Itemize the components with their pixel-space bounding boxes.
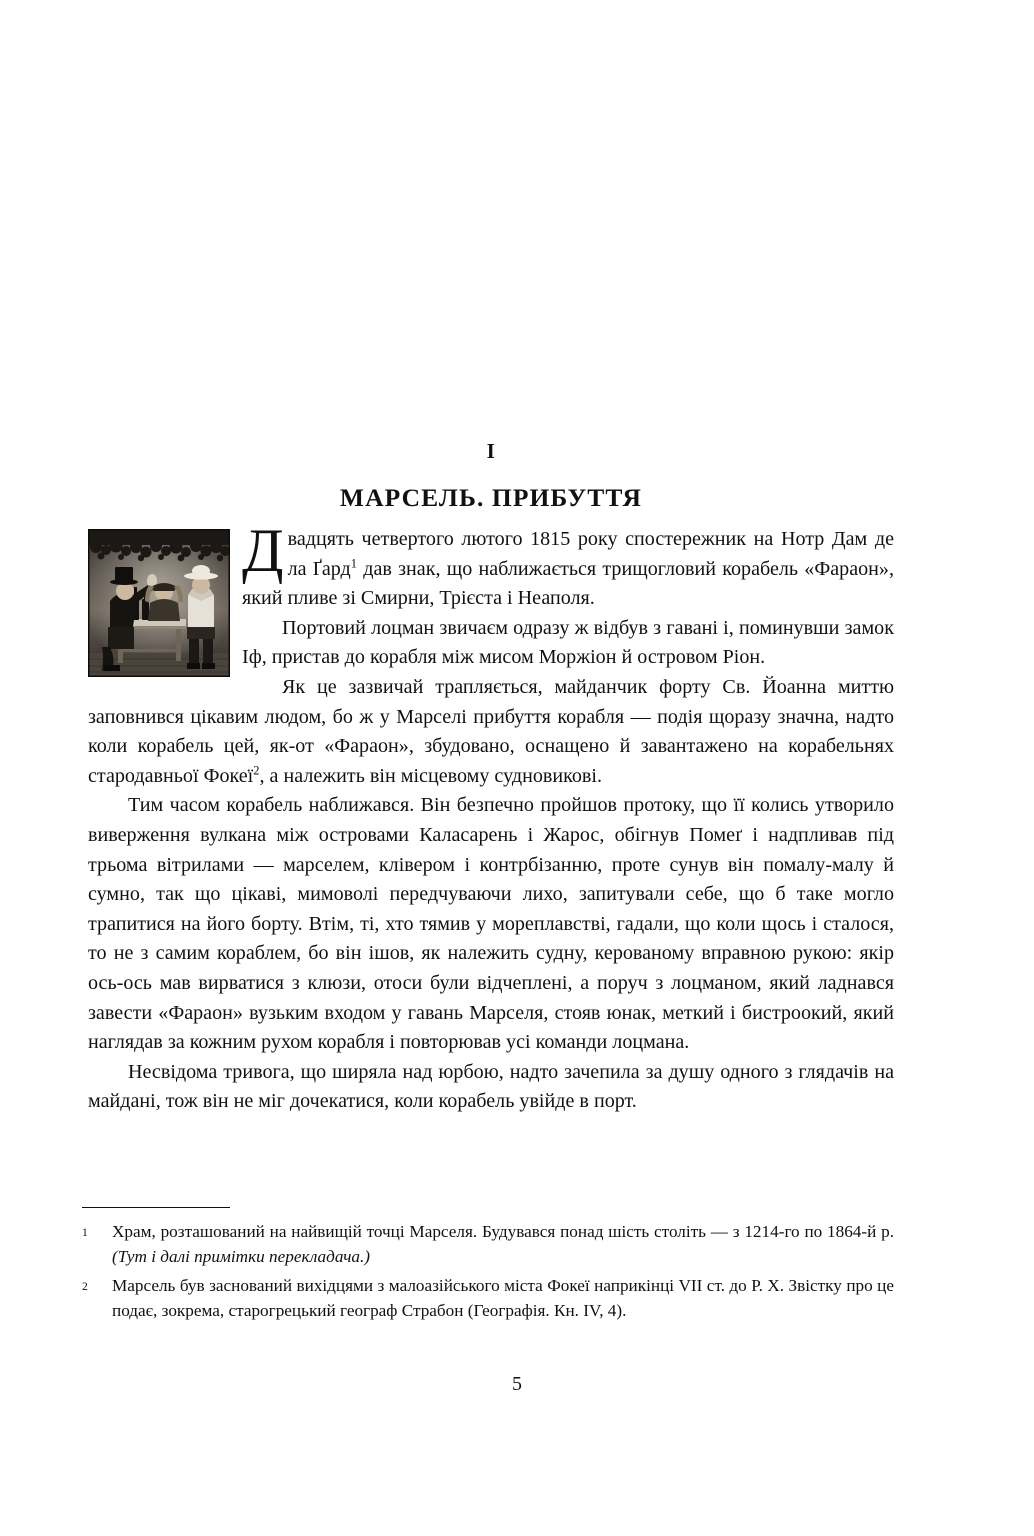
paragraph: Несвідома тривога, що ширяла над юрбою, надто зачепила за душу одного з глядачів на майдані, тож він не міг дочекатися, коли корабель увійде в порт. — [88, 1060, 894, 1113]
paragraph-text-cont: , а належить він місцевому судновикові. — [259, 764, 603, 787]
footnote-marker: 2 — [82, 1279, 88, 1293]
tavern-engraving-vignette-icon — [88, 529, 230, 677]
chapter-title: МАРСЕЛЬ. ПРИБУТТЯ — [339, 483, 643, 513]
body-text-block — [88, 518, 894, 1117]
paragraph: Портовий лоцман звичаєм одразу ж відбув з гавані і, поминувши замок Іф, пристав до корабля між мисом Моржіон й островом Ріон. — [242, 616, 894, 669]
footnote-text — [112, 1273, 894, 1324]
footnote-ref-1[interactable]: 1 — [350, 555, 358, 570]
footnote-text-plain: Храм, розташований на найвищій точці Марселя. Будувався понад шість століть — з 1214-го по 1864-й р. — [112, 1222, 894, 1241]
page-number: 5 — [512, 1373, 522, 1395]
footnote-item — [82, 1273, 894, 1324]
footnote-text-italic: (Тут і далі примітки перекладача.) — [112, 1247, 371, 1267]
footnote-marker: 1 — [82, 1226, 88, 1239]
footnote-text — [112, 1219, 894, 1270]
paragraph-text: Як це зазвичай трапляється, майданчик форту Св. Йоанна миттю заповнився цікавим людом, бо ж у Марселі прибуття корабля — подія щоразу значна, надто коли корабель цей, як-от «Фараон», збудовано, оснащено й завантажено на корабельнях стародавньої Фокеї — [88, 675, 894, 787]
paragraph — [88, 673, 894, 791]
chapter-heading — [88, 440, 894, 513]
footnote-item — [82, 1219, 894, 1270]
footnote-separator-rule — [82, 1207, 230, 1208]
footnotes-section — [82, 1207, 894, 1327]
drop-cap: Д — [242, 518, 284, 585]
paragraph-text: вадцять четвертого лютого 1815 року спостережник на Нотр Дам де ла Ґард — [287, 528, 894, 580]
footnote-text-plain: Марсель був заснований вихідцями з малоазійського міста Фокеї наприкінці VII ст. до Р. Х. Звістку про це подає, зокрема, старогрецький географ Страбон (Географія. Кн. IV, 4). — [112, 1275, 894, 1321]
paragraph-text-cont: дав знак, що наближається трищогловий корабель «Фараон», який пливе зі Смирни, Трієста і Неаполя. — [242, 557, 894, 610]
chapter-number: I — [486, 439, 496, 463]
footnote-ref-2[interactable]: 2 — [253, 763, 260, 778]
paragraph: Тим часом корабель наближався. Він безпечно пройшов протоку, що її колись утворило виверження вулкана між островами Каласарень і Жарос, обігнув Помеґ і надпливав під трьома вітрилами — марселем, клівером і контрбізанню, проте сунув він помалу-малу й сумно, так що цікаві, мимоволі передчуваючи лихо, запитували себе, що б таке могло трапитися на його борту. Втім, ті, хто тямив у мореплавстві, гадали, що коли щось і сталося, то не з самим кораблем, бо він ішов, як належить судну, керованому вправною рукою: якір ось-ось мав вирватися з клюзи, отоси були відчеплені, а поруч з лоцманом, який ладнався завести «Фараон» вузьким входом у гавань Марселя, стояв юнак, меткий і бистроокий, який наглядав за кожним рухом корабля і повторював усі команди лоцмана. — [88, 794, 894, 1054]
